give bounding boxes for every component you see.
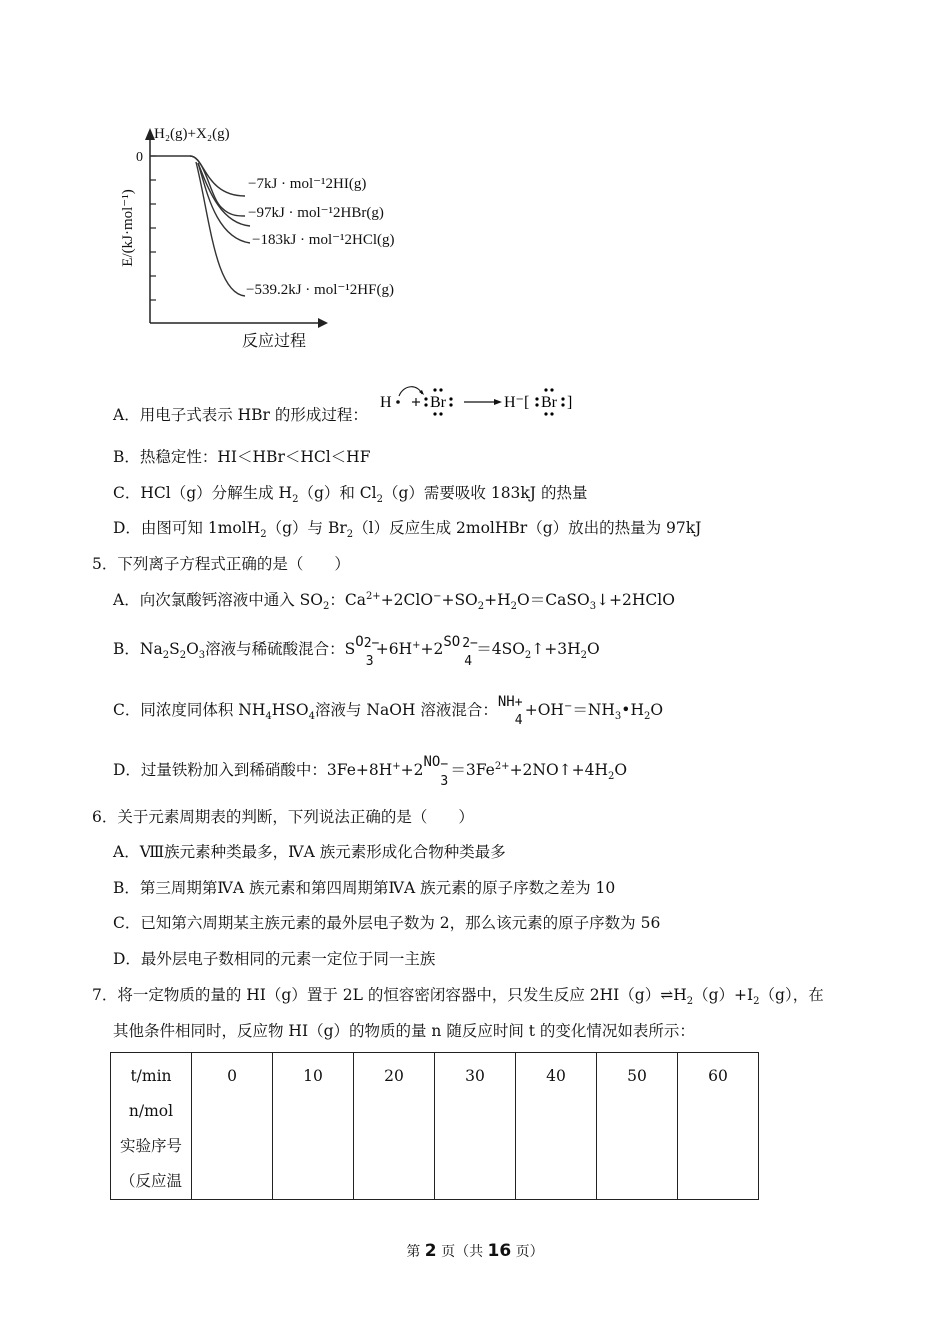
table-row xyxy=(111,1053,759,1200)
table-cell: 10 xyxy=(273,1053,354,1200)
q5-option-b: B．$Na_2S_2O_3$溶液与稀硫酸混合：SO 2− 3 +6H++2SO 2− 4 $=4SO_2↑+3H_2O$ xyxy=(113,634,600,669)
x-axis-label: 反应过程 xyxy=(242,331,307,350)
table-header-cell xyxy=(111,1053,192,1200)
q5-stem: 5．下列离子方程式正确的是（ ） xyxy=(92,555,350,573)
q7-stem-line1: 7．将一定物质的量的 HI（g）置于 2L 的恒容密闭容器中，只发生反应 $2HI(g)\rightleftharpoons H_2(g)+I_2(g)$，在 xyxy=(92,986,824,1008)
curve-label-hi: −7kJ · mol⁻¹2HI(g) xyxy=(248,176,367,192)
table-cell: 30 xyxy=(435,1053,516,1200)
q5-option-a: A．向次氯酸钙溶液中通入 $SO_2$：$Ca^{2+}+2ClO^-+SO_2+H_2O=CaSO_3↓+2HClO$ xyxy=(113,590,675,613)
curve-label-hcl: −183kJ · mol⁻¹2HCl(g) xyxy=(252,232,395,248)
header-n-mol: n/mol xyxy=(128,1102,174,1120)
curve-label-hbr: −97kJ · mol⁻¹2HBr(g) xyxy=(248,205,384,221)
q7-stem-line2: 其他条件相同时，反应物 HI（g）的物质的量 n 随反应时间 t 的变化情况如表所示： xyxy=(113,1022,695,1040)
q5-option-c: C．同浓度同体积 $NH_4HSO_4$溶液与 NaOH 溶液混合：NH + 4 $+OH^-=NH_3•H_2O$ xyxy=(113,694,664,728)
header-experiment-no: 实验序号 xyxy=(119,1137,182,1155)
svg-text:]: ] xyxy=(567,394,573,411)
q4-option-d: D．由图可知 1molH$_2$（g）与 $Br_2(l)$反应生成 2molHBr（g）放出的热量为 97kJ xyxy=(113,519,702,541)
y-axis-label: E/(kJ·mol⁻¹) xyxy=(120,189,136,267)
table-cell: 20 xyxy=(354,1053,435,1200)
hbr-electron-formula xyxy=(378,382,578,422)
svg-text:H: H xyxy=(380,394,392,411)
svg-text:Br: Br xyxy=(541,394,557,411)
table-cell: 60 xyxy=(678,1053,759,1200)
start-label: H₂(g)+X₂(g) xyxy=(154,126,230,142)
header-reaction-temp: （反应温 xyxy=(119,1172,182,1190)
q6-stem: 6．关于元素周期表的判断，下列说法正确的是（ ） xyxy=(92,808,474,826)
page-number: 2 xyxy=(424,1241,437,1261)
q7-table xyxy=(110,1052,759,1200)
page-total: 16 xyxy=(487,1241,512,1261)
q5-option-d: D．过量铁粉加入到稀硝酸中：3Fe+8H++2NO − 3 $=3Fe^{2+}+2NO↑+4H_2O$ xyxy=(113,754,628,789)
q4-option-c: C．HCl（g）分解生成 $H_2(g)$和 $Cl_2(g)$需要吸收 183kJ 的热量 xyxy=(113,484,588,506)
q6-option-a: A．Ⅷ族元素种类最多，ⅣA 族元素形成化合物种类最多 xyxy=(113,843,506,861)
page-footer: 第 2 页（共 16 页） xyxy=(406,1241,544,1261)
q6-option-d: D．最外层电子数相同的元素一定位于同一主族 xyxy=(113,950,436,968)
table-cell: 50 xyxy=(597,1053,678,1200)
q6-option-b: B．第三周期第ⅣA 族元素和第四周期第ⅣA 族元素的原子序数之差为 10 xyxy=(113,879,616,897)
table-cell: 0 xyxy=(192,1053,273,1200)
q6-option-c: C．已知第六周期某主族元素的最外层电子数为 2，那么该元素的原子序数为 56 xyxy=(113,914,661,932)
energy-diagram xyxy=(110,118,450,358)
zero-label: 0 xyxy=(136,150,143,165)
svg-text:Br: Br xyxy=(430,394,446,411)
q4-option-a-text: A．用电子式表示 HBr 的形成过程： xyxy=(113,406,368,424)
svg-text:H⁻[: H⁻[ xyxy=(504,394,530,411)
table-cell: 40 xyxy=(516,1053,597,1200)
q4-option-a xyxy=(113,405,368,425)
curve-label-hf: −539.2kJ · mol⁻¹2HF(g) xyxy=(246,282,394,298)
q4-option-b: B．热稳定性：HI＜HBr＜HCl＜HF xyxy=(113,448,371,466)
header-t-min: t/min xyxy=(130,1067,172,1085)
